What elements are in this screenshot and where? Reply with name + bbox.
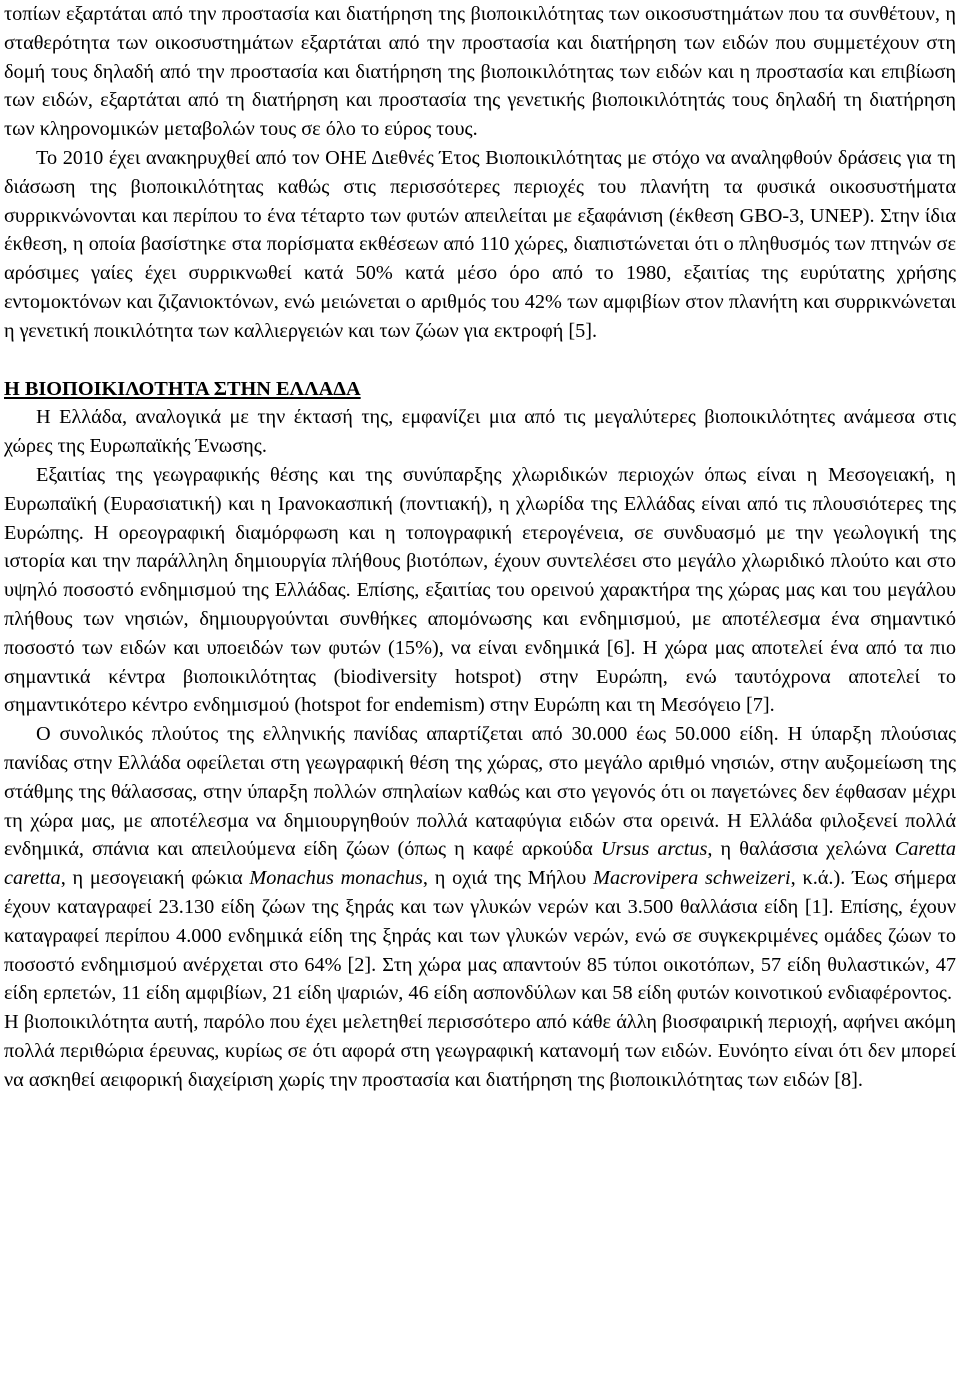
fauna-text-part2: , η θαλάσσια χελώνα <box>707 838 895 861</box>
fauna-text-part4: , η οχιά της Μήλου <box>422 867 594 890</box>
paragraph-2010-year: Το 2010 έχει ανακηρυχθεί από τον ΟΗΕ Διεθνές Έτος Βιοποικιλότητας με στόχο να αναληφθούν δράσεις για τη διάσωση της βιοποικιλότητας καθώς στις περισσότερες περιοχές του πλανήτη τα φυσικά οικοσυστήματα συρρικνώνονται και περίπου το ένα τέταρτο των φυτών απειλείται με εξαφάνιση (έκθεση GBO-3, UNEP). Στην ίδια έκθεση, η οποία βασίστηκε στα πορίσματα εκθέσεων από 110 χώρες, διαπιστώνεται ότι ο πληθυσμός των πτηνών σε αρόσιμες γαίες έχει συρρικνωθεί κατά 50% κατά μέσο όρο από το 1980, εξαιτίας της ευρύτατης χρήσης εντομοκτόνων και ζιζανιοκτόνων, ενώ μειώνεται ο αριθμός του 42% των αμφιβίων στον πλανήτη και συρρικνώνεται η γενετική ποικιλότητα των καλλιεργειών και των ζώων για εκτροφή [5]. <box>4 146 956 342</box>
fauna-text-part1: Ο συνολικός πλούτος της ελληνικής πανίδας απαρτίζεται από 30.000 έως 50.000 είδη. Η ύπαρξη πλούσιας πανίδας στην Ελλάδα οφείλεται στη γεωγραφική θέση της χώρας, στο μεγάλο αριθμό νησιών, στην αυξομείωση της στάθμης της θάλασσας, στην ύπαρξη πολλών σπηλαίων καθώς και στο γεγονός ότι οι παγετώνες δεν έφθασαν μέχρι τη χώρα μας, με αποτέλεσμα να δημιουργηθούν πολλά καταφύγια ειδών στα ορεινά. Η Ελλάδα φιλοξενεί πολλά ενδημικά, σπάνια και απειλούμενα είδη ζώων (όπως η καφέ αρκούδα <box>4 723 956 861</box>
paragraph-fauna-wealth <box>4 720 956 1008</box>
species-name-seal: Monachus monachus <box>249 867 423 890</box>
species-name-bear: Ursus arctus <box>600 838 708 861</box>
fauna-text-part3: , η μεσογειακή φώκια <box>60 867 250 890</box>
paragraph-geography: Εξαιτίας της γεωγραφικής θέσης και της συνύπαρξης χλωριδικών περιοχών όπως είναι η Μεσογειακή, η Ευρωπαϊκή (Ευρασιατική) και η Ιρανοκασπική (ποντιακή), η χλωρίδα της Ελλάδας είναι από τις πλουσιότερες της Ευρώπης. Η ορεογραφική διαμόρφωση και η τοπογραφική ετερογένεια, σε συνδυασμό με την γεωλογική της ιστορία και την παράλληλη δημιουργία πλήθους βιοτόπων, έχουν συντελέσει στο μεγάλο χλωριδικό πλούτο και στο υψηλό ποσοστό ενδημισμού της Ελλάδας. Επίσης, εξαιτίας του ορεινού χαρακτήρα της χώρας μας και του μεγάλου πλήθους των νησιών, δημιουργούνται συνθήκες απομόνωσης και ενδημισμού, με αποτέλεσμα ένα σημαντικό ποσοστό των ειδών και υποειδών των φυτών (15%), να είναι ενδημικά [6]. Η χώρα μας αποτελεί ένα από τα πιο σημαντικά κέντρα βιοποικιλότητας (biodiversity hotspot) στην Ευρώπη, ενώ ταυτόχρονα αποτελεί το σημαντικότερο κέντρο ενδημισμού (hotspot for endemism) στην Ευρώπη και τη Μεσόγειο [7]. <box>4 463 956 717</box>
document-page <box>4 0 956 1094</box>
paragraph-top: τοπίων εξαρτάται από την προστασία και διατήρηση της βιοποικιλότητας των οικοσυστημάτων που τα συνθέτουν, η σταθερότητα των οικοσυστημάτων εξαρτάται από την προστασία και διατήρηση των ειδών που συμμετέχουν στη δομή τους δηλαδή από την προστασία και διατήρηση της βιοποικιλότητας των ειδών και η προστασία και επιβίωση των ειδών, εξαρτάται από τη διατήρηση και προστασία της γενετικής βιοποικιλότητάς τους δηλαδή τη διατήρηση των κληρονομικών μεταβολών τους σε όλο το εύρος τους. <box>4 3 956 141</box>
paragraph-closing: Η βιοποικιλότητα αυτή, παρόλο που έχει μελετηθεί περισσότερο από κάθε άλλη βιοσφαιρική περιοχή, αφήνει ακόμη πολλά περιθώρια έρευνας, κυρίως σε ότι αφορά στη γεωγραφική κατανομή των ειδών. Ευνόητο είναι ότι δεν μπορεί να ασκηθεί αειφορική διαχείριση χωρίς την προστασία και διατήρηση της βιοποικιλότητας των ειδών [8]. <box>4 1011 956 1091</box>
fauna-text-part5: , κ.ά.). Έως σήμερα έχουν καταγραφεί 23.130 είδη ζώων της ξηράς και των γλυκών νερών και 3.500 θαλλάσια είδη [1]. Επίσης, έχουν καταγραφεί περίπου 4.000 ενδημικά είδη της ξηράς και των γλυκών νερών, ενώ σε συγκεκριμένες ομάδες ζώων το ποσοστό ενδημισμού ανέρχεται στο 64% [2]. Στη χώρα μας απαντούν 85 τύποι οικοτόπων, 57 είδη θυλαστικών, 47 είδη ερπετών, 11 είδη αμφιβίων, 21 είδη ψαριών, 46 είδη ασπονδύλων και 58 είδη φυτών κοινοτικού ενδιαφέροντος. <box>4 867 956 1005</box>
species-name-turtle: Caretta caretta <box>4 838 956 890</box>
species-name-viper: Macrovipera schweizeri <box>593 867 791 890</box>
section-heading: Η ΒΙΟΠΟΙΚΙΛΟΤΗΤΑ ΣΤΗΝ ΕΛΛΑΔΑ <box>4 377 361 400</box>
section-spacer <box>4 346 956 375</box>
paragraph-greece-intro: Η Ελλάδα, αναλογικά με την έκτασή της, εμφανίζει μια από τις μεγαλύτερες βιοποικιλότητες ανάμεσα στις χώρες της Ευρωπαϊκής Ένωσης. <box>4 406 956 458</box>
